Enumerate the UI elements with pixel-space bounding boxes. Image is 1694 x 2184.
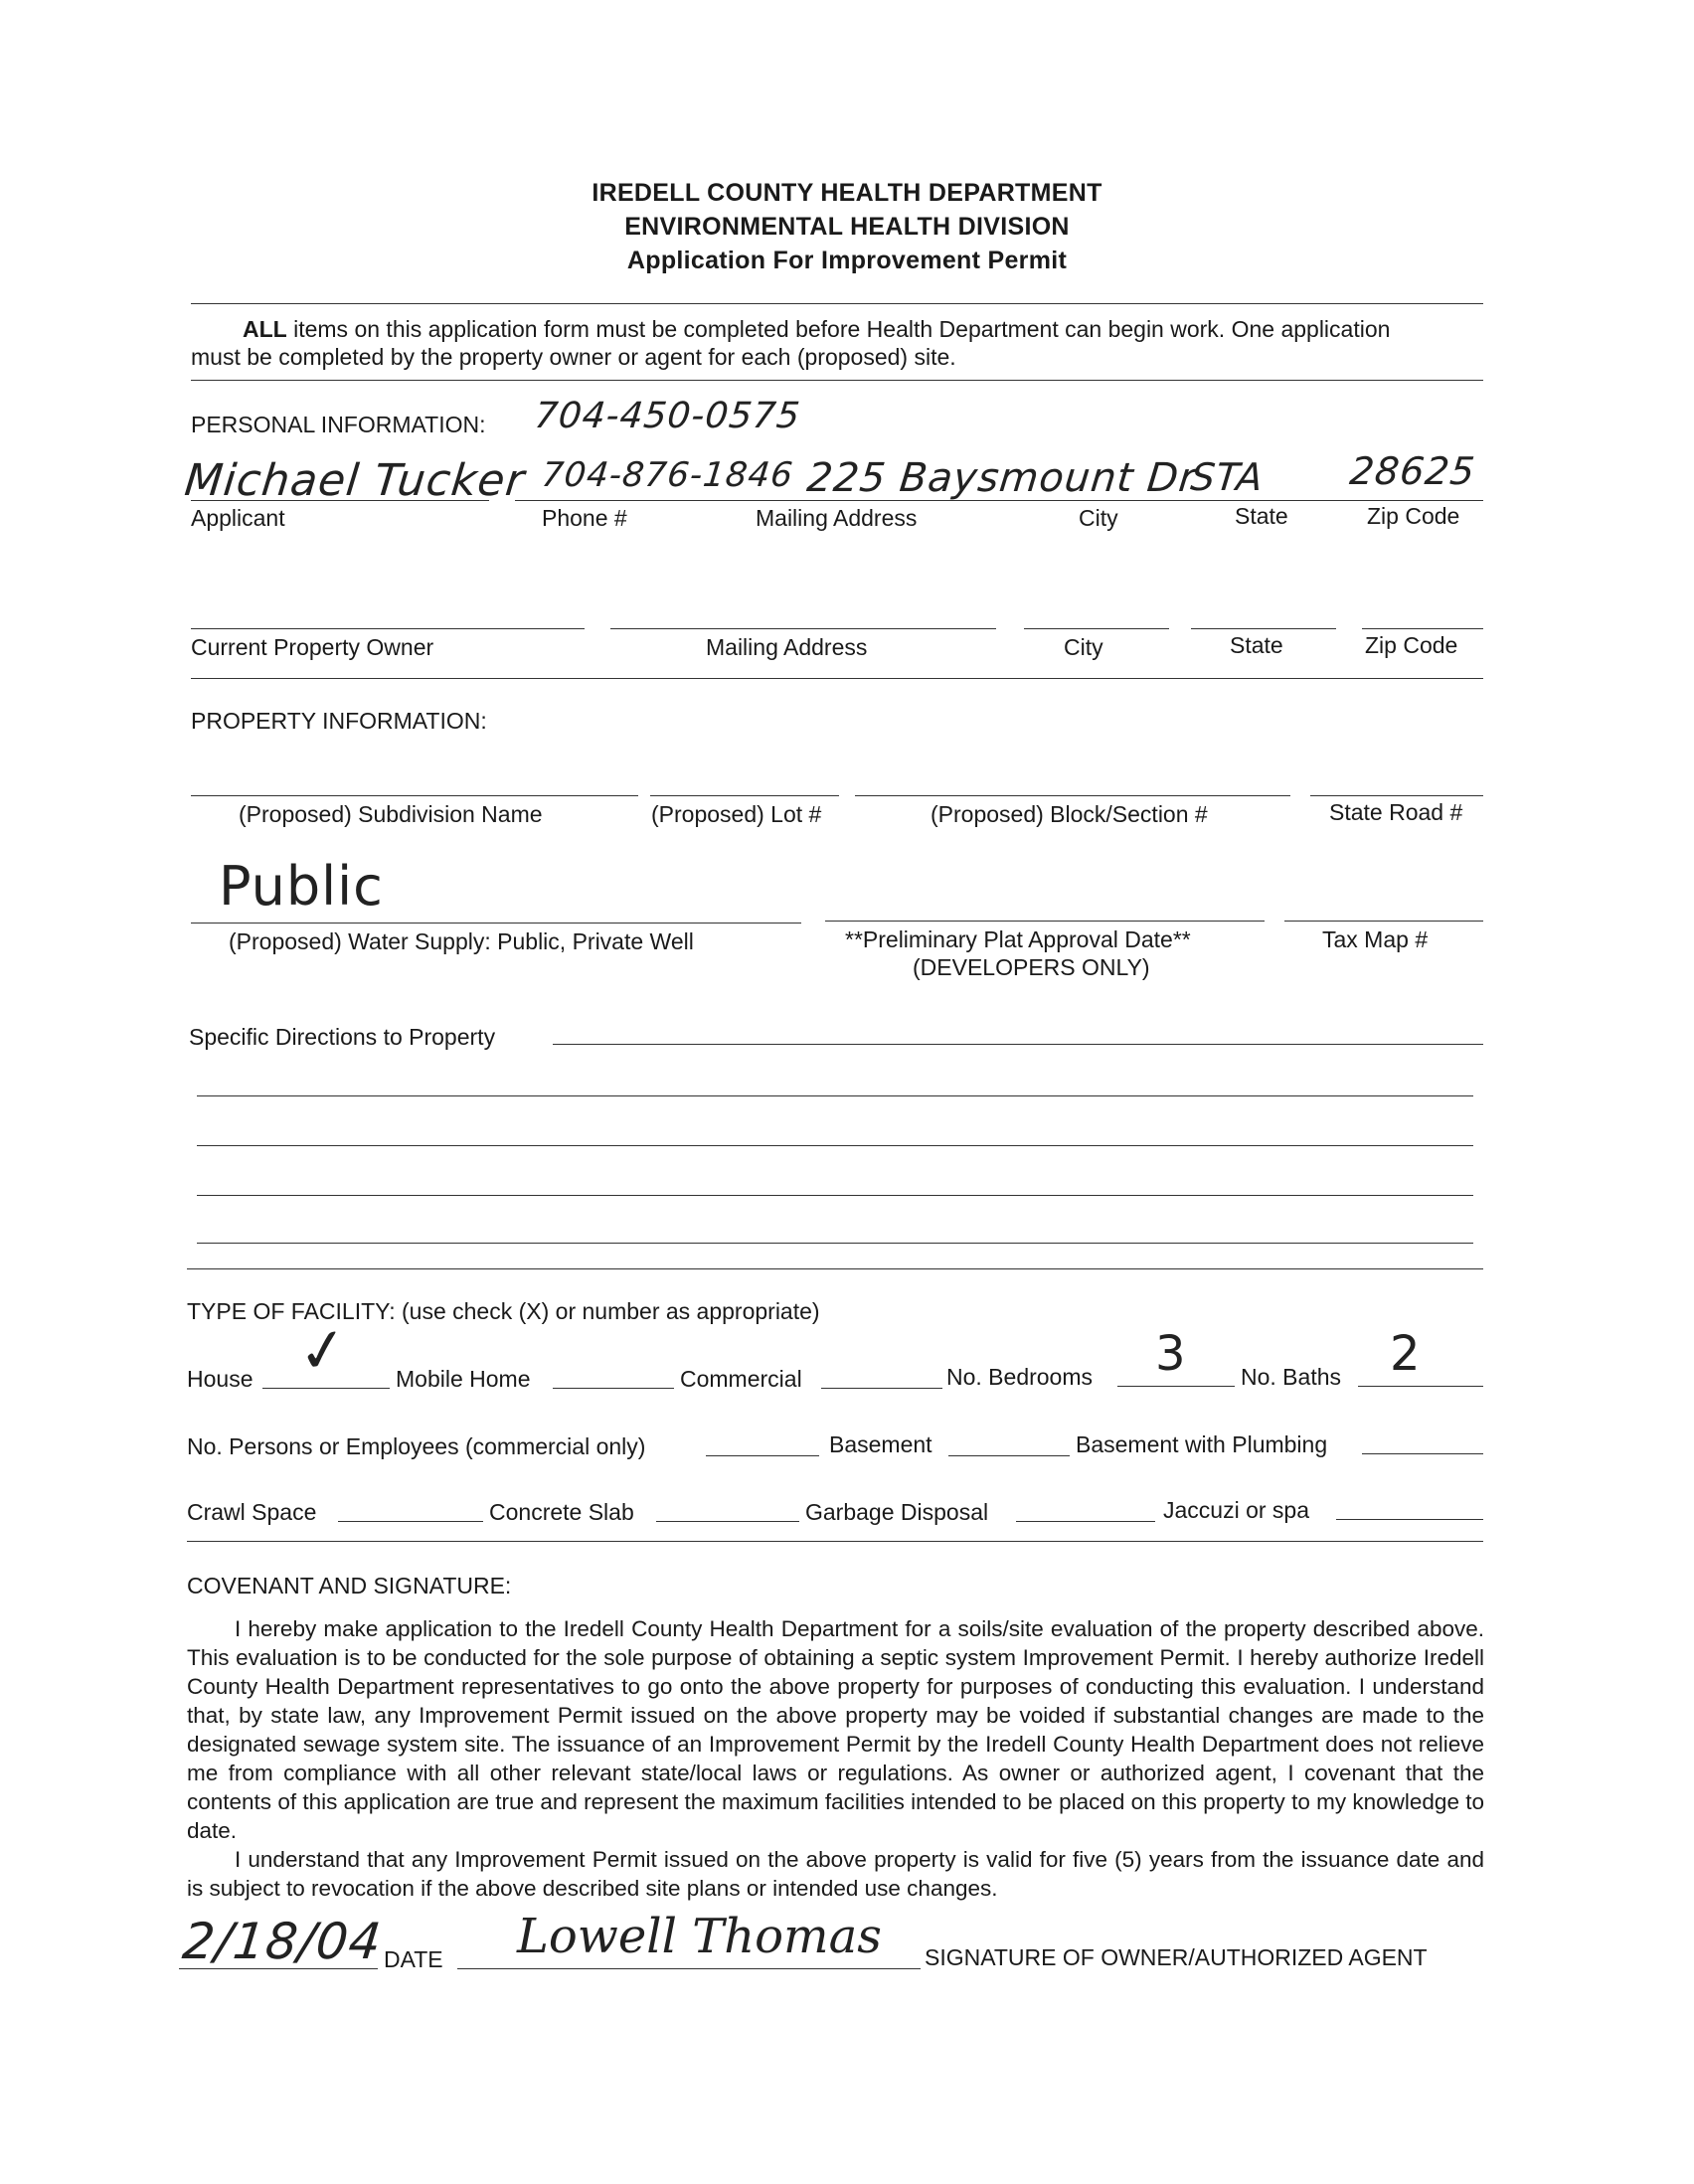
owner-state-line bbox=[1191, 628, 1336, 629]
house-label: House bbox=[187, 1366, 254, 1392]
bedrooms-value[interactable]: 3 bbox=[1155, 1326, 1187, 1382]
form-title: Application For Improvement Permit bbox=[626, 247, 1068, 274]
basement-plumbing-line[interactable] bbox=[1362, 1453, 1483, 1454]
covenant-paragraph-1: I hereby make application to the Iredell County Health Department for a soils/site evaluation of the property described above. This evaluation is to be conducted for the sole purpose of obtaining a septic system Improvement Permit. I hereby authorize Iredell County Health Department representatives to go onto the above property for purposes of conducting this evaluation. I understand that, by state law, any Improvement Permit issued on the above property may be voided if substantial changes are made to the designated sewage system site. The issuance of an Improvement Permit by the Iredell County Health Department does not relieve me from compliance with all other relevant state/local laws or regulations. As owner or authorized agent, I covenant that the contents of this application are true and represent the maximum facilities intended to be placed on this property to my knowledge to date. bbox=[187, 1616, 1484, 1843]
plat-label: **Preliminary Plat Approval Date** bbox=[845, 926, 1191, 952]
water-label: (Proposed) Water Supply: Public, Private Well bbox=[229, 928, 694, 954]
road-label: State Road # bbox=[1329, 799, 1463, 825]
mobile-home-line[interactable] bbox=[553, 1388, 674, 1389]
water-line bbox=[191, 923, 801, 924]
city-field[interactable]: STA bbox=[1188, 455, 1267, 499]
date-field[interactable]: 2/18/04 bbox=[179, 1913, 385, 1970]
divider bbox=[191, 380, 1483, 381]
divider bbox=[191, 303, 1483, 304]
mailing-label: Mailing Address bbox=[756, 505, 918, 531]
concrete-slab-line[interactable] bbox=[656, 1521, 799, 1522]
subdivision-label: (Proposed) Subdivision Name bbox=[239, 801, 543, 827]
owner-line bbox=[191, 628, 585, 629]
divider bbox=[191, 678, 1483, 679]
commercial-line[interactable] bbox=[821, 1388, 942, 1389]
lot-line bbox=[650, 795, 839, 796]
owner-mailing-line bbox=[610, 628, 996, 629]
basement-label: Basement bbox=[829, 1431, 932, 1457]
jacuzzi-label: Jaccuzi or spa bbox=[1163, 1497, 1310, 1523]
house-check[interactable]: ✓ bbox=[293, 1312, 354, 1390]
covenant-paragraph-2: I understand that any Improvement Permit issued on the above property is valid for five (5) years from the issuance date and is subject to revocation if the above described site plans or intended use changes. bbox=[187, 1847, 1484, 1901]
personal-info-heading: PERSONAL INFORMATION: bbox=[191, 412, 486, 437]
owner-state-label: State bbox=[1230, 632, 1283, 658]
zip-field[interactable]: 28625 bbox=[1347, 449, 1478, 493]
directions-line-3[interactable] bbox=[197, 1145, 1473, 1146]
garbage-disposal-label: Garbage Disposal bbox=[805, 1499, 989, 1525]
applicant-field[interactable]: Michael Tucker bbox=[182, 455, 528, 506]
property-info-heading: PROPERTY INFORMATION: bbox=[191, 708, 487, 734]
owner-zip-line bbox=[1362, 628, 1483, 629]
date-line bbox=[179, 1968, 378, 1969]
signature-field[interactable]: Lowell Thomas bbox=[517, 1909, 882, 1964]
owner-zip-label: Zip Code bbox=[1365, 632, 1458, 658]
persons-label: No. Persons or Employees (commercial only) bbox=[187, 1433, 646, 1459]
notice-line-2: must be completed by the property owner or agent for each (proposed) site. bbox=[191, 344, 956, 370]
facility-heading: TYPE OF FACILITY: (use check (X) or number as appropriate) bbox=[187, 1298, 820, 1324]
crawl-space-line[interactable] bbox=[338, 1521, 483, 1522]
water-supply-field[interactable]: Public bbox=[219, 855, 384, 918]
applicant-row-line bbox=[515, 500, 1483, 501]
concrete-slab-label: Concrete Slab bbox=[489, 1499, 634, 1525]
taxmap-label: Tax Map # bbox=[1322, 926, 1429, 952]
directions-line-2[interactable] bbox=[197, 1095, 1473, 1096]
extra-phone-value[interactable]: 704-450-0575 bbox=[532, 396, 803, 436]
owner-city-label: City bbox=[1064, 634, 1103, 660]
date-label: DATE bbox=[384, 1946, 443, 1972]
subdivision-line bbox=[191, 795, 638, 796]
baths-label: No. Baths bbox=[1241, 1364, 1341, 1390]
owner-label: Current Property Owner bbox=[191, 634, 434, 660]
divider bbox=[187, 1268, 1483, 1269]
directions-label: Specific Directions to Property bbox=[189, 1024, 496, 1050]
plat-line bbox=[825, 921, 1265, 922]
directions-line-5[interactable] bbox=[197, 1243, 1473, 1244]
baths-line bbox=[1358, 1386, 1483, 1387]
covenant-text bbox=[187, 1614, 1484, 1903]
taxmap-line bbox=[1284, 921, 1483, 922]
persons-line[interactable] bbox=[706, 1455, 819, 1456]
signature-line bbox=[457, 1968, 921, 1969]
owner-city-line bbox=[1024, 628, 1169, 629]
state-label: State bbox=[1235, 503, 1288, 529]
applicant-line bbox=[191, 500, 489, 501]
basement-plumbing-label: Basement with Plumbing bbox=[1076, 1431, 1328, 1457]
lot-label: (Proposed) Lot # bbox=[651, 801, 822, 827]
phone-field[interactable]: 704-876-1846 bbox=[539, 455, 795, 495]
basement-line[interactable] bbox=[948, 1455, 1070, 1456]
jacuzzi-line[interactable] bbox=[1336, 1519, 1483, 1520]
notice-line-1: ALL items on this application form must be completed before Health Department can begin work. One application bbox=[243, 316, 1391, 342]
directions-line-4[interactable] bbox=[197, 1195, 1473, 1196]
signature-label: SIGNATURE OF OWNER/AUTHORIZED AGENT bbox=[925, 1944, 1428, 1970]
plat-developers-label: (DEVELOPERS ONLY) bbox=[913, 954, 1150, 980]
baths-value[interactable]: 2 bbox=[1390, 1326, 1422, 1382]
phone-label: Phone # bbox=[542, 505, 627, 531]
road-line bbox=[1310, 795, 1483, 796]
zip-label: Zip Code bbox=[1367, 503, 1460, 529]
division-title: ENVIRONMENTAL HEALTH DIVISION bbox=[624, 213, 1070, 241]
mailing-address-field[interactable]: 225 Baysmount Dr bbox=[804, 455, 1199, 501]
department-title: IREDELL COUNTY HEALTH DEPARTMENT bbox=[592, 179, 1102, 207]
owner-mailing-label: Mailing Address bbox=[706, 634, 868, 660]
crawl-space-label: Crawl Space bbox=[187, 1499, 317, 1525]
house-line bbox=[262, 1388, 390, 1389]
block-line bbox=[855, 795, 1290, 796]
garbage-disposal-line[interactable] bbox=[1016, 1521, 1155, 1522]
covenant-heading: COVENANT AND SIGNATURE: bbox=[187, 1573, 512, 1598]
commercial-label: Commercial bbox=[680, 1366, 802, 1392]
mobile-home-label: Mobile Home bbox=[396, 1366, 531, 1392]
bedrooms-line bbox=[1117, 1386, 1235, 1387]
divider bbox=[187, 1541, 1483, 1542]
city-label: City bbox=[1079, 505, 1118, 531]
block-label: (Proposed) Block/Section # bbox=[931, 801, 1208, 827]
bedrooms-label: No. Bedrooms bbox=[946, 1364, 1094, 1390]
directions-line-1[interactable] bbox=[553, 1044, 1483, 1045]
applicant-label: Applicant bbox=[191, 505, 285, 531]
